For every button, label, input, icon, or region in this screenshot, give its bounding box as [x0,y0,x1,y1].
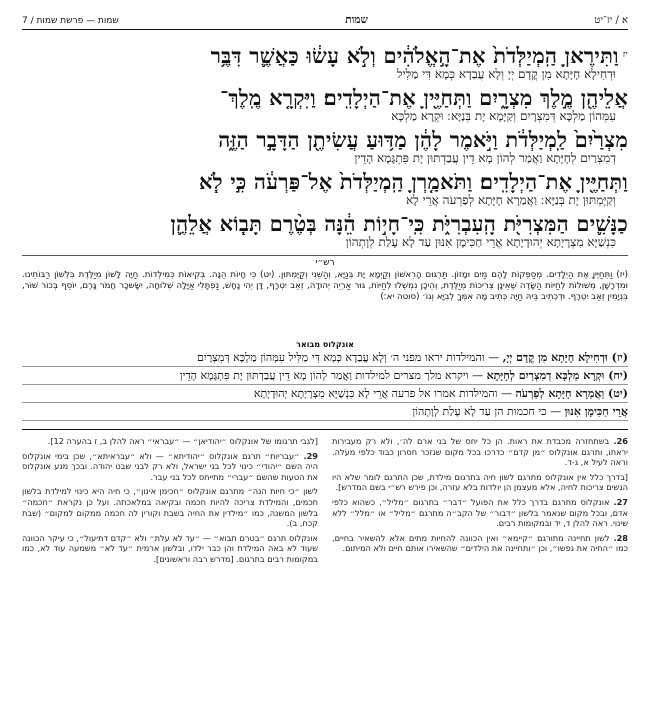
parsha-title: שמות — פרשת שמות / 7 [22,16,119,26]
footnotes [22,429,628,704]
onkelos-rest: — כי חכמות הן עַד לָא עָלַת לְוָתְהוֹן [412,405,565,418]
targum-line: עִמְּהוֹן מַלְכָּא דְּמִצְרָיִם וְקַיָּמָא יָת בְּנַיָּא ׃ וּקְרָא מַלְכָּא [391,109,616,123]
targum-line: כִּנְשַׁיָּא מִצְרָיָתָא יְהוּדָיָתָא אֲרֵי חַכִּימָן אִנּוּן עַד לָא עָלַת לְוָתְהוֹן [345,235,616,249]
verse-hebrew: וַתְּחַיֶּ֖יןָ אֶת־הַיְלָדִֽים׃ וַתֹּאמַ֤רְןָ הַֽמְיַלְּדֹת֙ אֶל־פַּרְעֹ֔ה כִּ֣י לֹ֧א [199,170,628,193]
footnote [332,472,628,493]
onkelos-line [22,403,628,421]
footnotes-left-column [22,436,318,704]
onkelos-line [22,367,628,385]
footnote-text: [לגבי תרגומו של אונקלוס ״יהודיאן״ — ״עבראי״ ראה להלן ב, ז בהערה 12]. [47,436,318,446]
page-header [22,14,628,30]
footnote [22,436,318,447]
footnote [332,436,628,468]
verse-hebrew: וַתִּירֶאןָ הַֽמְיַלְּדֹת֙ אֶת־הָ֣אֱלֹהִ֔ים וְלֹ֣א עָשׂ֔וּ כַּאֲשֶׁ֛ר דִּבֶּ֥ר [210,44,619,67]
verse-line [22,212,628,235]
footnote [332,497,628,529]
verse-block [22,128,628,165]
footnote-text: לשון תחיינה מתורגם ״קיימא״ ואין הכוונה להחיות מתים אלא להשאיר בחיים, כמו ״החיה את נפשו״, וכן ״ותחיינה את הילדים״ שהשאירו אותם חיים ולא המיתום. [332,532,628,554]
page [22,14,628,704]
footnote-text: בשתחזרה מכבדת את ראות. הן כל יחס של בני ארם לה׳, ולא רק מעבירות יראתו, ותרגם אונקלוס ״מן קדם״ כדרכו בכל מקום שנזכר חסרון כבוד כלפי מעלה. וראה לעיל א, ג-ד. [332,436,628,468]
footnote [22,486,318,528]
onkelos-rest: — והמילדות אמרו אל פרעה אֲרֵי לָא כִּנְשַׁיָּא מִצְרָיָתָא יְהוּדָיָתָא [253,387,516,400]
footnote-number: 27. [613,496,628,507]
verse-number: יז [622,50,628,60]
footnote-text: אונקלוס מתרגם בדרך כלל את הפועל ״דבר״ בתרגום ״מליל״, כשהוא כלפי אדם, ובכל מקום שנאמר בלשון ״דבור״ של הקב״ה מתרגם ״מליל״ או ״מלל״ ללא שינוי. ראה להלן ד, יד ובמקומות רבים. [332,496,628,529]
verse-block [22,170,628,207]
onkelos-rest: — והמילדות יראו מפני ה׳ וְלָא עֲבַדָא כְּמָא דִּי מַלִּיל עִמְּהוֹן מַלְכָּא דְּמִצְרָיִם [196,351,503,364]
footnote [22,451,318,483]
onkelos-rest: — ויקרא מלך מצרים למילדות וַאֲמַר לְהוֹן מָא דֵין עֲבַדְתּוּן יָת פִּתְגָּמָא הָדֵין [179,369,487,382]
footnote-text: לשון ״כי חיות הנה״ מתרגם אונקלוס ״חכימן אינון״, כי חיה היא כינוי למילדת בלשון חכמים, והמילדת צריכה להיות חכמה ובקיאה במלאכתה. ועל כן נקראת ״חכמה״ בלשון המשנה, כמו ״מילדין את החיה בשבת וקורין לה חכמה ממקום למקום״ (שבת קכח, ב). [22,486,318,529]
verse-hebrew: מִצְרַ֙יִם֙ לַֽמְיַלְּדֹ֔ת וַיֹּ֣אמֶר לָהֶ֔ן מַדּ֥וּעַ עֲשִׂיתֶ֖ן הַדָּבָ֣ר הַזֶּ֑ה [218,128,628,151]
targum-line: דְמִצְרַיִם לְחָיָּתָא וַאֲמַר לְהוֹן מָא דֵין עֲבַדְתּוּן יָת פִּתְגָּמָא הָדֵין [354,151,616,165]
main-text [22,44,628,249]
book-title: שמות [345,14,368,26]
rashi-commentary: (יז) וַתְּחַיֶּיןָ אֶת הַיְלָדִים. מְסַפְּקוֹת לָהֶם מַיִם וּמָזוֹן. תַּרְגּוּם הָרִאשׁוֹן וְקַיְּמָא יָת בְּנַיָּא, וְהַשֵּׁנִי וְקַיֶּמְתּוּן. (יט) כִּי חָיוֹת הֵנָּה. בְּקִיאוֹת כְּמִילְּדוֹת. חַיָּה לָשׁוֹן מְיַלֶּדֶת בִּלְשׁוֹן רַבּוֹתֵינוּ. וּמִדְרָשָׁן, מְשׁוּלוֹת לְחַיּוֹת הַשָּׂדֶה שֶׁאֵינָן צְרִיכוֹת מְיַלֶּדֶת, וְהֵיכָן נִמְשְׁלוּ לְחַיּוֹת, גּוּר אַרְיֵה יְהוּדָה, זְאֵב יִטְרָף, דָּן יְהִי נָחָשׁ, נַפְתָּלִי אַיָּלָה שְׁלוּחָה, יִשָּׂשכָר חֲמֹר גָּרֶם, יוֹסֵף בְּכוֹר שׁוֹר, בִּנְיָמִין זְאֵב יִטְרָף. וּדְכְתִיב בֵּיהּ חַיָּה כְּתִיב מָה אִמְּךָ לְבִיָּא וְגוֹ׳ (סוטה יא:) [22,270,628,302]
onkelos-bold: (יט) וַאֲמַרָא חָיָּתָא לְפַרְעֹה [515,387,628,400]
verse-line [22,170,628,193]
verse-hebrew: אֲלֵיהֶ֖ן מֶ֣לֶךְ מִצְרָ֑יִם וַתְּחַיֶּ֖יןָ אֶת־הַיְלָדִֽים׃ וַיִּקְרָ֤א מֶֽלֶךְ־ [220,86,628,109]
onkelos-bold: (יז) וּדְחִילָא חָיָּתָא מִן קֳדָם יְיָ, [502,351,628,364]
rashi-label: רש״י [22,255,628,268]
footnote-text: ״עבריות״ תרגם אונקלוס ״יהודיתא״ — ולא ״עבראיתא״, שכן בימי אונקלוס היה השם ״יהודי״ כינוי לכל בני ישראל, ולא רק לבני שבט יהודה. ובכך מנע אונקלוס את הטעות שהשם ״עברי״ מתייחס לכל בני עבר. [22,450,318,482]
page-label: א / יז־יט [594,15,628,26]
verse-line [22,44,628,67]
verse-block [22,86,628,123]
footnote [22,533,318,565]
onkelos-line [22,349,628,367]
footnote-number: 28. [613,532,628,543]
onkelos-label: אונקלוס מבואר [296,340,354,349]
verse-hebrew: כַנָּשִׁ֛ים הַמִּצְרִיֹּ֖ת הָֽעִבְרִיֹּ֑ת כִּֽי־חָי֣וֹת הֵ֔נָּה בְּטֶ֨רֶם תָּב֧וֹא אֲלֵהֶ֛ן [170,212,628,235]
footnote [332,533,628,554]
footnotes-right-column [332,436,628,704]
onkelos-bold: אֲרֵי חַכִּימָן אִנּוּן [564,405,628,418]
verse-block [22,44,628,81]
onkelos-section [22,349,628,421]
footnote-number: 29. [303,450,318,461]
verse-block [22,212,628,249]
onkelos-line [22,385,628,403]
footnote-text: [בדרך כלל אין אונקלוס מתרגם לשון חיה בתרגום מילדת, שכן התרגם לומר שלא היו הנשים צריכות לחיה, אלא מעצמן הן יולדות בלא עזרה, וכן פירש רש״י בשם המדרש]. [332,471,628,493]
footnote-number: 26. [613,436,628,446]
footnote-text: אונקלוס תרגם ״בטרם תבוא״ — ״עד לא עלת״ ולא ״קדם דתיעול״, כי עיקר הכוונה שעוד לא באה המילדת והן כבר ילדו, ובלשון ארמית ״עד לא״ משמעה עוד לא, כמו במקומות רבים בתרגום. [מדרש רבה וראשונים]. [22,532,318,564]
verse-line [22,86,628,109]
targum-line: וּדְחִילָא חָיָּתָא מִן קֳדָם יְיָ וְלָא עֲבַדָא כְּמָא דִּי מַלִּיל [396,67,616,81]
onkelos-bold: (יח) וּקְרָא מַלְכָּא דְמִצְרַיִם לְחָיָּתָא [486,369,628,382]
targum-line: וְקַיֶּמְתּוּן יָת בְּנַיָּא ׃ וַאֲמַרָא חָיָּתָא לְפַרְעֹה אֲרֵי לָא [405,193,616,207]
verse-line [22,128,628,151]
